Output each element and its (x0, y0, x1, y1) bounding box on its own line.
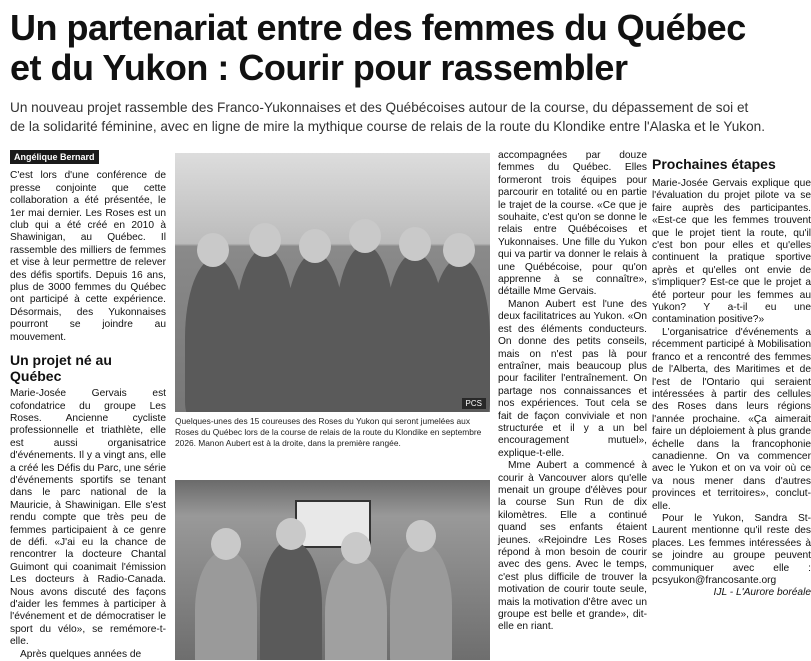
paragraph-continued: Après quelques années de (20, 648, 142, 660)
deck-line-2: de la solidarité féminine, avec en ligne de mire la mythique course de relais de la route du Klondike entre l'Alaska et le Yukon. (10, 119, 765, 134)
photo-figure (195, 550, 257, 660)
column-1 (10, 150, 166, 661)
paragraph-contact: Pour le Yukon, Sandra St-Laurent mentionne qu'il reste des places. Les femmes intéressées à se joindre au groupe peuvent communiquer avec elle : pcsyukon@francosante.org (652, 512, 811, 586)
group-photo-runners (175, 153, 490, 412)
photo-figure (390, 542, 452, 660)
photo-head (197, 233, 229, 267)
photo-head (276, 518, 306, 550)
article-signoff: IJL - L'Aurore boréale (713, 587, 811, 599)
deck-line-1: Un nouveau projet rassemble des Franco-Yukonnaises et des Québécoises autour de la course, du dépassement de soi et (10, 100, 749, 115)
paragraph-aubert: Manon Aubert est l'une des deux facilitatrices au Yukon. «On est des éléments conducteurs. On donne des petits conseils, mais on n'est pas là pour entraîner, mais beaucoup plus pour faciliter l'entraînement. On partage nos connaissances et nos expériences. Tout cela se fait de façon conviviale et non structurée et il y a un bel encouragement mutuel», explique-t-elle. (498, 298, 647, 459)
photo-figure (260, 540, 322, 660)
paragraph-equipes: accompagnées par douze femmes du Québec. Elles formeront trois équipes pour parcourir en totalité ou en partie le trajet de la course. «Ce que je souhaite, c'est qu'on se donne le relais entre Québécoises et Yukonnaises. Une fille du Yukon qui va partir va donner le relais à une Québécoise, pour qu'on apprenne à se connaître», détaille Mme Gervais. (498, 150, 647, 298)
article-headline (10, 8, 805, 88)
photo-head (406, 520, 436, 552)
photo-credit: PCS (462, 398, 486, 409)
column-3 (498, 150, 647, 634)
photo-head (299, 229, 331, 263)
article-deck (10, 98, 810, 136)
subheading-projet-quebec: Un projet né au Québec (10, 352, 112, 385)
paragraph-gervais: Marie-Josée Gervais est cofondatrice du groupe Les Roses. Ancienne cycliste professionnelle et triathlète, elle est aussi organisatrice d'événements. Il y a vingt ans, elle a créé les Défis du Parc, une série d'événements sportifs se tenant dans le parc national de la Mauricie, à Shawinigan. Elle s'est rendu compte que très peu de femmes participaient à ce genre de défi. «J'ai eu la chance de rencontrer la docteure Chantal Guimont qui coanimait l'émission Les docteurs à Radio-Canada. Nous avons discuté des façons d'aider les femmes à participer à l'événement et de démocratiser le sport du vélo», se remémore-t-elle. (10, 388, 166, 648)
paragraph-intro: C'est lors d'une conférence de presse conjointe que cette collaboration a été présentée, le 1er mai dernier. Les Roses est un club qui a été créé en 2010 à Shawinigan, au Québec. Il rassemble des milliers de femmes et vise à leur permettre de relever des défis sportifs. Depuis 16 ans, plus de 3000 femmes du Québec ont participé à cette expérience. Désormais, des Yukonnaises pourront se joindre au mouvement. (10, 170, 166, 343)
photo-figure (430, 258, 490, 412)
group-photo-meeting (175, 480, 490, 660)
photo-caption: Quelques-unes des 15 coureuses des Roses du Yukon qui seront jumelées aux Roses du Québec lors de la course de relais de la route du Klondike en septembre 2026. Manon Aubert est à la droite, dans la première rangée. (175, 416, 482, 448)
photo-head (211, 528, 241, 560)
paragraph-course: Mme Aubert a commencé à courir à Vancouver alors qu'elle menait un groupe d'élèves pour la course Sun Run de dix kilomètres. Elle a continué quand ses enfants étaient jeunes. «Rejoindre Les Roses répond à mon besoin de courir avec des gens. Avec le temps, c'est plus difficile de trouver la motivation de courir toute seule, mais la motivation d'être avec un groupe est belle et grande», dit-elle en riant. (498, 460, 647, 633)
headline-line-1: Un partenariat entre des femmes du Québec (10, 7, 746, 48)
photo-figure (325, 555, 387, 660)
photo-head (443, 233, 475, 267)
author-byline: Angélique Bernard (10, 150, 99, 164)
subheading-prochaines-etapes: Prochaines étapes (652, 156, 776, 172)
column-4 (652, 150, 811, 600)
headline-line-2: et du Yukon : Courir pour rassembler (10, 47, 628, 88)
paragraph-deploiement: L'organisatrice d'événements a récemment participé à Mobilisation franco et a rencontré des femmes de l'Alberta, des Maritimes et de l'est de l'Ontario qui seraient intéressées à partir des cellules des Roses dans leurs régions l'année prochaine. «Ça aimerait faire un déploiement à plus grande échelle dans la francophonie canadienne. On va commencer avec le Yukon et on va voir où ce va nous mener dans d'autres provinces et territoires», conclut-elle. (652, 326, 811, 512)
paragraph-evaluation: Marie-Josée Gervais explique que l'évaluation du projet pilote va se faire auprès des participantes. «Est-ce que les femmes trouvent que le projet tient la route, qu'il c'est bon pour elles et qu'elles continuent la pratique sportive après et qu'elles ont envie de s'impliquer? Est-ce que le projet a été porteur pour les femmes au Yukon? Y a-t-il eu une contamination positive?» (652, 178, 811, 326)
photo-head (399, 227, 431, 261)
photo-head (349, 219, 381, 253)
photo-head (249, 223, 281, 257)
photo-head (341, 532, 371, 564)
